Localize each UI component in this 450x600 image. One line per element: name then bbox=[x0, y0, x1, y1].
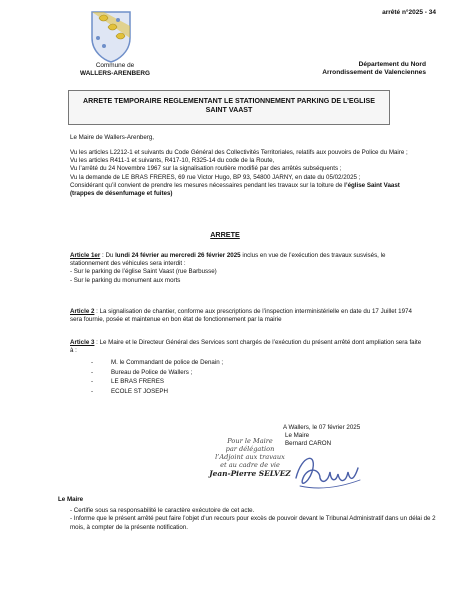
signature-place-date: A Wallers, le 07 février 2025 bbox=[283, 424, 361, 431]
department-name: Département du Nord bbox=[358, 61, 426, 68]
department-block bbox=[256, 61, 426, 78]
considerant-text: Considérant qu’il convient de prendre les mesures nécessaires pendant les travaux sur la toiture de bbox=[70, 181, 345, 189]
document-title-box bbox=[68, 90, 390, 125]
article-1-item-2: - Sur le parking du monument aux morts bbox=[70, 276, 181, 284]
article-1-intro: : Du bbox=[100, 252, 116, 259]
vu-line-1: Vu les articles L2212-1 et suivants du Code Général des Collectivités Territoriales, relatifs aux pouvoirs de Police du Maire ; bbox=[70, 149, 408, 156]
considerant-bold: l’église Saint Vaast (trappes de désenfumage et fuites) bbox=[70, 181, 400, 198]
handwritten-signature bbox=[290, 448, 364, 496]
article-2 bbox=[70, 308, 425, 324]
vu-line-2: Vu les articles R411-1 et suivants, R417-10, R325-14 du code de la Route, bbox=[70, 157, 275, 165]
article-1-item-1: - Sur le parking de l’église Saint Vaast (rue Barbusse) bbox=[70, 268, 217, 276]
vu-line-4: Vu la demande de LE BRAS FRERES, 69 rue Victor Hugo, BP 93, 54800 JARNY, en date du 05/02/2025 ; bbox=[70, 173, 361, 181]
arrondissement-name: Arrondissement de Valenciennes bbox=[322, 69, 426, 77]
commune-crest-logo bbox=[88, 8, 134, 64]
recipients-list bbox=[87, 358, 223, 396]
arrete-heading: ARRETE bbox=[210, 230, 240, 239]
arrete-reference: arrêté n°2025 - 34 bbox=[382, 9, 436, 16]
commune-label: Commune de bbox=[95, 62, 135, 69]
stamp-line-4: et au cadre de vie bbox=[220, 461, 280, 469]
article-3-text: : Le Maire et le Directeur Général des Services sont chargés de l’exécution du présent arrêté dont ampliation sera faite à : bbox=[70, 339, 422, 355]
recipient-item: - ECOLE ST JOSEPH bbox=[87, 387, 223, 397]
article-3-label: Article 3 bbox=[70, 339, 95, 346]
footer-heading: Le Maire bbox=[58, 496, 84, 503]
stamp-name: Jean-Pierre SELVEZ bbox=[209, 469, 291, 478]
signature-name: Bernard CARON bbox=[285, 440, 332, 447]
stamp-line-2: par délégation bbox=[225, 445, 275, 453]
article-1-dates: lundi 24 février au mercredi 26 février 2025 bbox=[115, 252, 241, 259]
commune-block bbox=[70, 62, 160, 78]
recipient-item: - M. le Commandant de police de Denain ; bbox=[87, 358, 223, 368]
mayor-line: Le Maire de Wallers-Arenberg, bbox=[70, 134, 155, 141]
stamp-line-3: l’Adjoint aux travaux bbox=[215, 453, 285, 461]
recipient-item: - Bureau de Police de Wallers ; bbox=[87, 368, 223, 378]
footer-block bbox=[58, 496, 438, 532]
article-2-label: Article 2 bbox=[70, 308, 95, 315]
signature-role: Le Maire bbox=[285, 432, 310, 439]
considerant-line bbox=[70, 182, 425, 198]
recipient-item: - LE BRAS FRERES bbox=[87, 377, 223, 387]
visas-block bbox=[70, 149, 425, 198]
article-1 bbox=[70, 252, 425, 285]
commune-name: WALLERS-ARENBERG bbox=[80, 70, 150, 77]
article-1-label: Article 1er bbox=[70, 252, 101, 259]
footer-line-1: - Certifie sous sa responsabilité le caractère exécutoire de cet acte. bbox=[70, 507, 255, 515]
stamp-line-1: Pour le Maire bbox=[227, 437, 273, 445]
vu-line-3: Vu l’arrêté du 24 Novembre 1967 sur la signalisation routière modifié par des arrêtés subséquents ; bbox=[70, 165, 342, 173]
article-2-text: : La signalisation de chantier, conforme aux prescriptions de l’inspection interministérielle en date du 17 Juillet 1974 sera fournie, posée et maintenue en bon état de fonctionnement par la mairie bbox=[70, 308, 412, 324]
article-3 bbox=[70, 339, 425, 355]
article-1-rest: inclus en vue de l’exécution des travaux susvisés, le stationnement des véhicules sera interdit : bbox=[70, 252, 386, 268]
footer-line-2: - Informe que le présent arrêté peut faire l’objet d’un recours pour excès de pouvoir devant le Tribunal Administratif dans un délai de 2 mois, à compter de la présente notification. bbox=[70, 515, 436, 531]
article-1-text bbox=[70, 252, 425, 268]
document-title: ARRETE TEMPORAIRE REGLEMENTANT LE STATIONNEMENT PARKING DE L’EGLISE SAINT VAAST bbox=[83, 97, 375, 114]
